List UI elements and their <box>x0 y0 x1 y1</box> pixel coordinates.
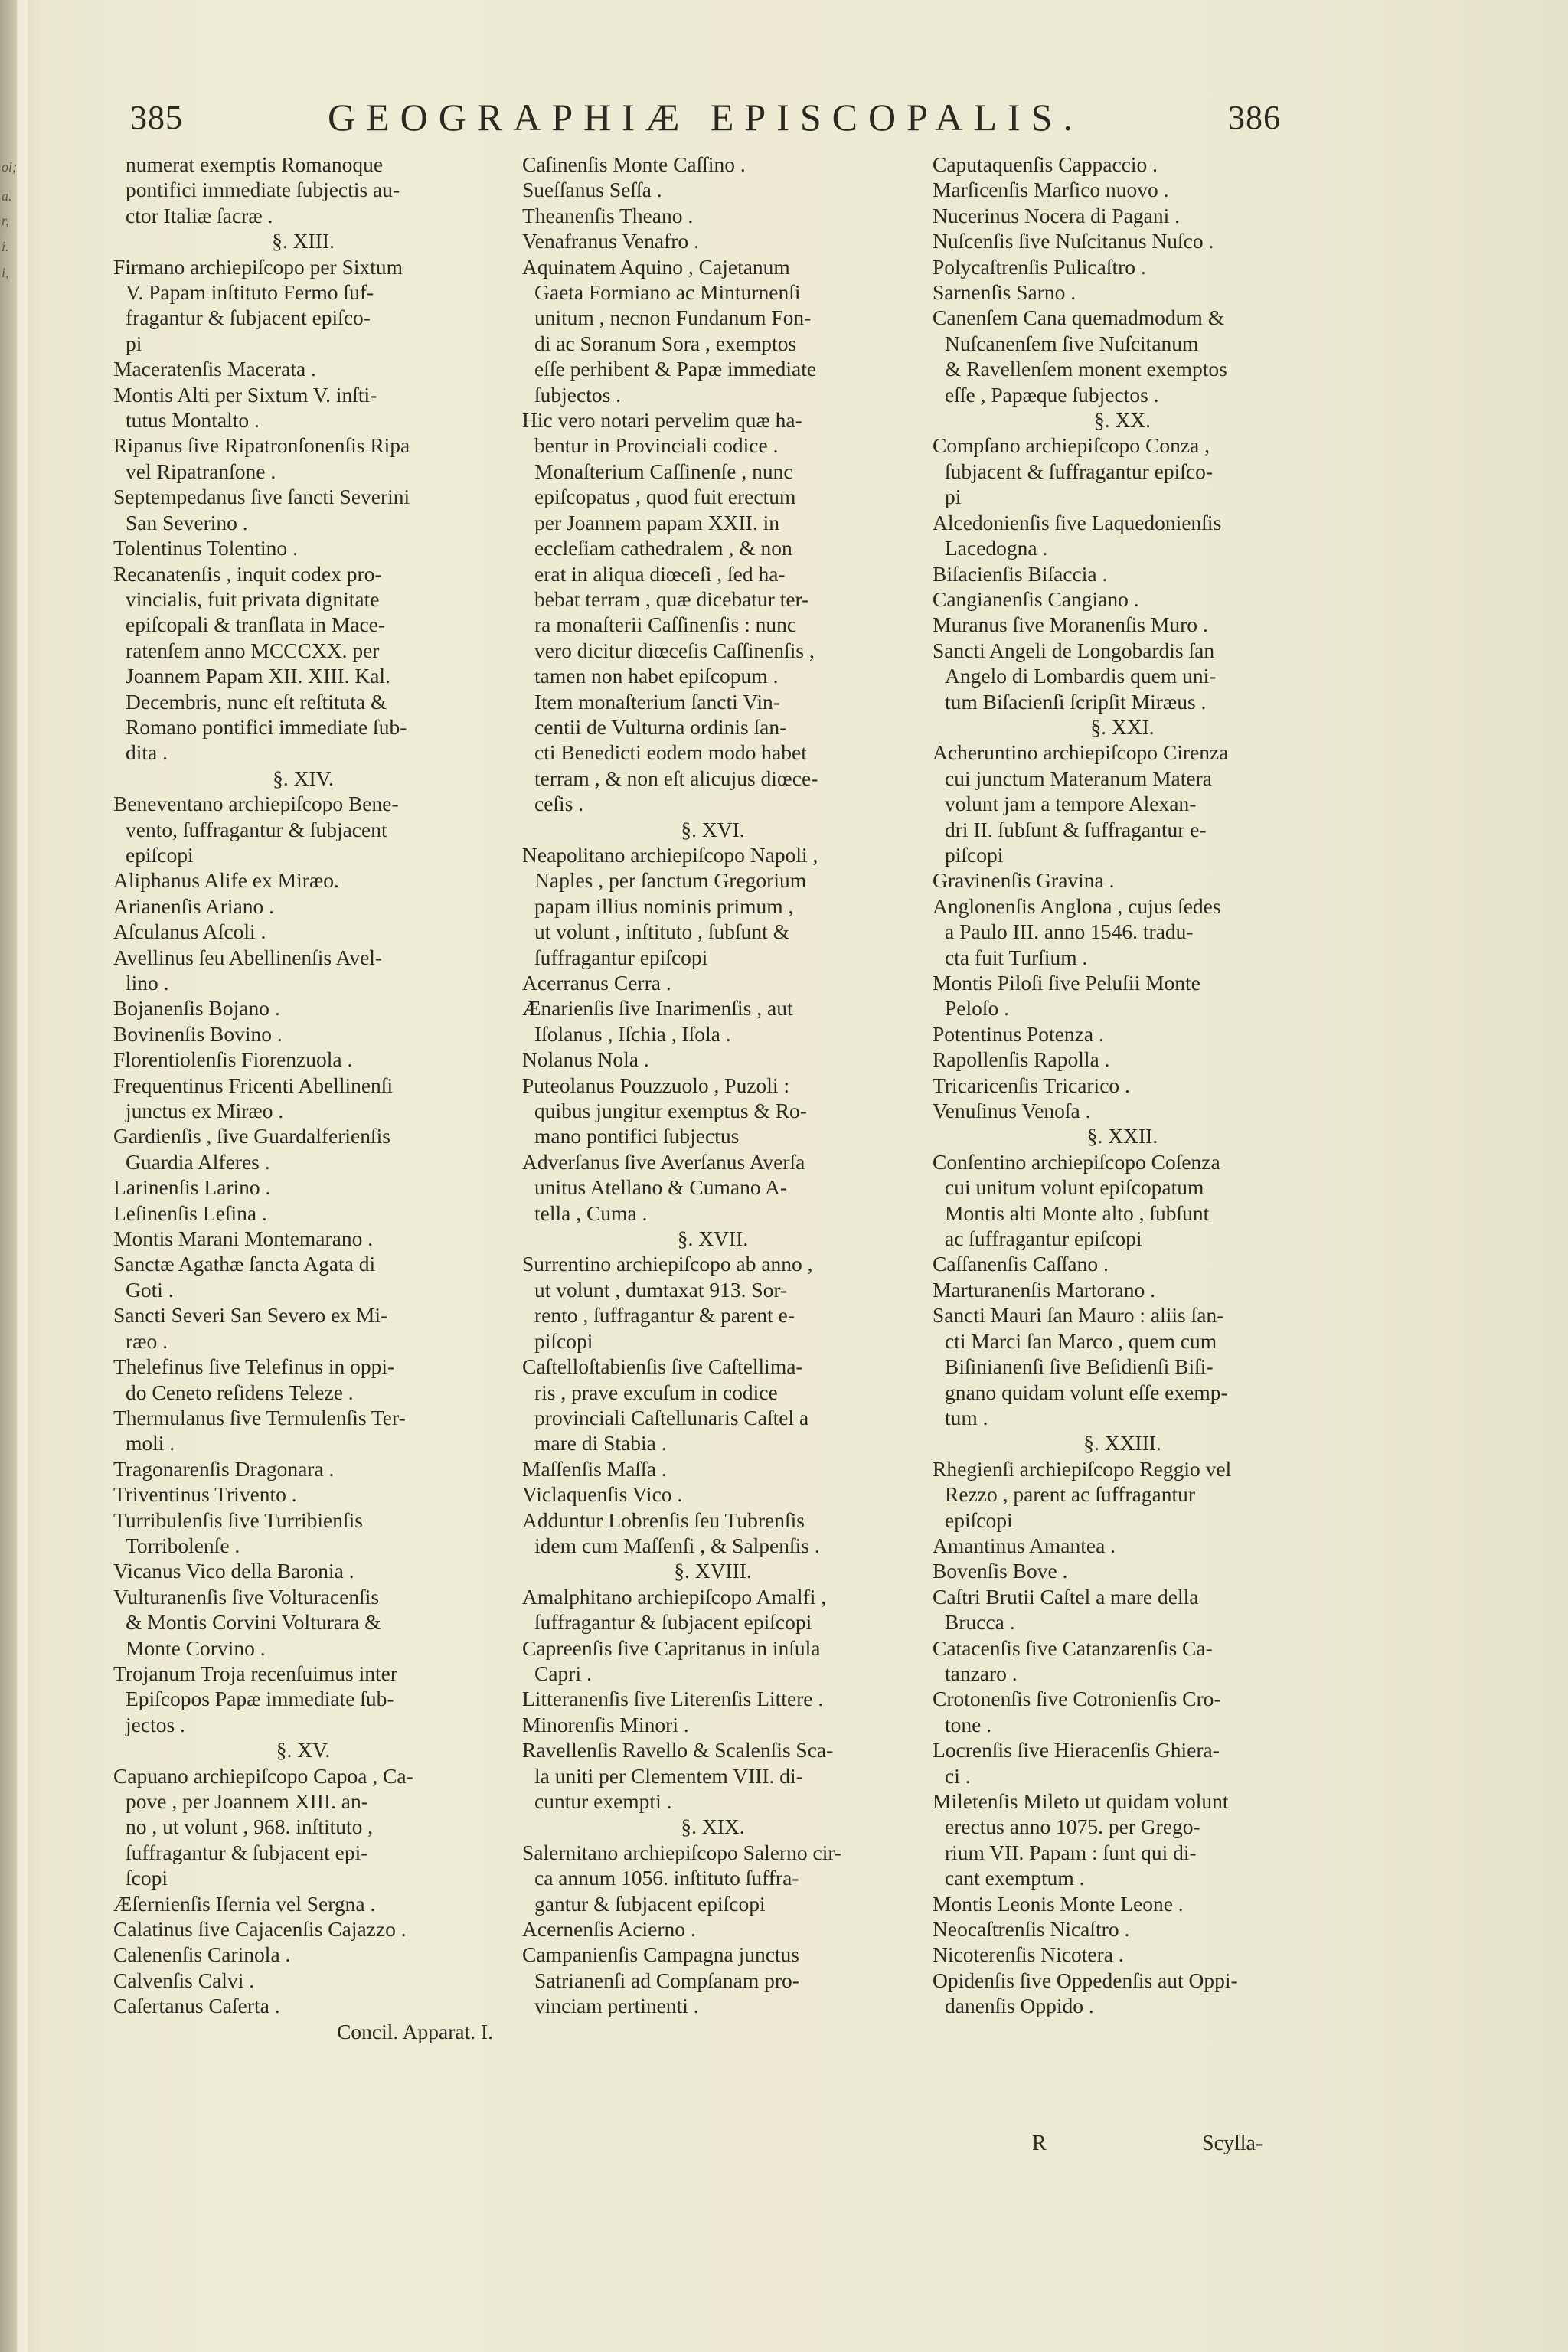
text-line: Montis alti Monte alto , ſubſunt <box>945 1200 1210 1225</box>
section-heading: §. XXI. <box>1090 714 1155 739</box>
text-line: Caſtelloſtabienſis ſive Caſtellima- <box>522 1354 803 1379</box>
text-line: Larinenſis Larino . <box>113 1175 271 1200</box>
text-line: Bovinenſis Bovino . <box>113 1021 283 1046</box>
text-line: Beneventano archiepiſcopo Bene- <box>113 792 399 816</box>
text-line: Satrianenſi ad Compſanam pro- <box>534 1968 799 1992</box>
text-line: dita . <box>126 740 168 765</box>
previous-page-edge <box>0 0 17 2352</box>
text-line: moli . <box>126 1431 175 1455</box>
text-line: Campanienſis Campagna junctus <box>522 1942 800 1967</box>
text-line: ſubjectos . <box>534 382 622 407</box>
text-line: a Paulo III. anno 1546. tradu- <box>945 920 1194 944</box>
section-heading: §. XVII. <box>677 1227 749 1251</box>
text-line: Alcedonienſis ſive Laquedonienſis <box>933 510 1222 534</box>
text-line: Leſinenſis Leſina . <box>113 1200 267 1225</box>
text-line: Amalphitano archiepiſcopo Amalfi , <box>522 1584 827 1609</box>
text-line: piſcopi <box>945 842 1004 867</box>
column-left <box>113 152 493 2044</box>
text-line: Acernenſis Acierno . <box>522 1917 696 1942</box>
text-line: ſuffragantur epiſcopi <box>534 945 708 969</box>
text-line: Goti . <box>126 1277 174 1302</box>
text-line: di ac Soranum Sora , exemptos <box>534 331 797 355</box>
text-line: Venafranus Venafro . <box>522 229 699 253</box>
catchword: Scylla- <box>1202 2132 1263 2155</box>
text-line: Angelo di Lombardis quem uni- <box>945 664 1217 688</box>
text-line: Gaeta Formiano ac Minturnenſi <box>534 280 801 305</box>
text-line: Tragonarenſis Dragonara . <box>113 1456 335 1481</box>
text-line: Ænarienſis ſive Inarimenſis , aut <box>522 996 793 1021</box>
text-line: cui junctum Materanum Matera <box>945 766 1212 790</box>
text-line: gantur & ſubjacent epiſcopi <box>534 1891 766 1916</box>
text-line: cui unitum volunt epiſcopatum <box>945 1175 1204 1200</box>
text-line: Biſacienſis Biſaccia . <box>933 561 1108 586</box>
text-line: Monte Corvino . <box>126 1635 266 1660</box>
margin-fragment: a. <box>2 188 12 204</box>
text-line: Florentiolenſis Fiorenzuola . <box>113 1047 353 1072</box>
text-line: Peloſo . <box>945 996 1010 1021</box>
text-line: unitus Atellano & Cumano A- <box>534 1175 787 1200</box>
text-line: eſſe , Papæque ſubjectos . <box>945 382 1159 407</box>
text-line: danenſis Oppido . <box>945 1994 1094 2018</box>
text-line: unitum , necnon Fundanum Fon- <box>534 305 812 330</box>
text-line: bebat terram , quæ dicebatur ter- <box>534 586 809 611</box>
text-line: Hic vero notari pervelim quæ ha- <box>522 408 802 433</box>
text-line: idem cum Maſſenſi , & Salpenſis . <box>534 1533 820 1557</box>
text-line: Potentinus Potenza . <box>933 1021 1104 1046</box>
text-line: Sanctæ Agathæ ſancta Agata di <box>113 1252 376 1276</box>
text-line: bentur in Provinciali codice . <box>534 433 779 458</box>
text-line: cant exemptum . <box>945 1866 1085 1890</box>
text-line: ſubjacent & ſuffragantur epiſco- <box>945 459 1213 483</box>
text-line: pove , per Joannem XIII. an- <box>126 1789 368 1813</box>
text-line: Calatinus ſive Cajacenſis Cajazzo . <box>113 1917 407 1942</box>
text-line: numerat exemptis Romanoque <box>126 152 384 176</box>
section-heading: §. XIV. <box>273 766 334 790</box>
text-line: Nicoterenſis Nicotera . <box>933 1942 1124 1967</box>
text-line: Caſinenſis Monte Caſſino . <box>522 152 746 176</box>
text-line: ratenſem anno MCCCXX. per <box>126 638 380 662</box>
text-line: Caſertanus Caſerta . <box>113 1994 280 2018</box>
text-line: Theanenſis Theano . <box>522 203 694 227</box>
text-line: Calenenſis Carinola . <box>113 1942 291 1967</box>
section-heading: §. XVIII. <box>674 1559 752 1583</box>
section-heading: §. XVI. <box>681 817 745 841</box>
text-line: ut volunt , inſtituto , ſubſunt & <box>534 920 790 944</box>
text-line: Romano pontifici immediate ſub- <box>126 714 407 739</box>
text-line: & Ravellenſem monent exemptos <box>945 357 1227 381</box>
text-line: Tolentinus Tolentino . <box>113 536 298 560</box>
text-line: do Ceneto reſidens Teleze . <box>126 1380 354 1404</box>
section-heading: §. XIX. <box>681 1815 745 1839</box>
text-line: Naples , per ſanctum Gregorium <box>534 868 807 893</box>
text-line: V. Papam inſtituto Fermo ſuf- <box>126 280 374 305</box>
text-line: Caſtri Brutii Caſtel a mare della <box>933 1584 1199 1609</box>
text-line: Torribolenſe . <box>126 1533 240 1557</box>
text-line: Montis Alti per Sixtum V. inſti- <box>113 382 377 407</box>
text-line: Acerranus Cerra . <box>522 971 671 995</box>
text-line: tum Biſacienſi ſcripſit Miræus . <box>945 689 1207 714</box>
text-line: ræo . <box>126 1328 168 1353</box>
text-line: Viclaquenſis Vico . <box>522 1482 683 1507</box>
text-line: Ripanus ſive Ripatronſonenſis Ripa <box>113 433 410 458</box>
text-line: Miletenſis Mileto ut quidam volunt <box>933 1789 1229 1813</box>
text-line: Sancti Angeli de Longobardis ſan <box>933 638 1215 662</box>
text-line: ris , prave excuſum in codice <box>534 1380 778 1404</box>
text-line: rium VII. Papam : ſunt qui di- <box>945 1840 1197 1864</box>
text-line: ſuffragantur & ſubjacent epiſcopi <box>534 1610 812 1635</box>
text-line: tanzaro . <box>945 1661 1018 1685</box>
text-line: Tricaricenſis Tricarico . <box>933 1073 1130 1097</box>
text-line: Minorenſis Minori . <box>522 1712 689 1736</box>
text-line: Litteranenſis ſive Literenſis Littere . <box>522 1687 824 1711</box>
text-line: Bovenſis Bove . <box>933 1559 1068 1583</box>
text-line: mano pontifici ſubjectus <box>534 1124 740 1148</box>
text-line: Puteolanus Pouzzuolo , Puzoli : <box>522 1073 790 1097</box>
column-middle <box>522 152 903 2019</box>
text-line: la uniti per Clementem VIII. di- <box>534 1763 803 1788</box>
text-line: Iſolanus , Iſchia , Iſola . <box>534 1021 731 1046</box>
text-line: gnano quidam volunt eſſe exemp- <box>945 1380 1228 1404</box>
page-number-right: 386 <box>1228 99 1281 136</box>
text-line: Nolanus Nola . <box>522 1047 649 1072</box>
text-line: vero dicitur diœceſis Caſſinenſis , <box>534 638 815 662</box>
text-line: Venuſinus Venoſa . <box>933 1099 1091 1123</box>
text-line: junctus ex Miræo . <box>126 1099 284 1123</box>
text-line: Capreenſis ſive Capritanus in inſula <box>522 1635 821 1660</box>
text-line: Maceratenſis Macerata . <box>113 357 316 381</box>
text-line: vento, ſuffragantur & ſubjacent <box>126 817 387 841</box>
text-line: Joannem Papam XII. XIII. Kal. <box>126 664 390 688</box>
margin-fragment: r, <box>2 213 9 228</box>
text-line: Thelefinus ſive Telefinus in oppi- <box>113 1354 395 1379</box>
text-line: epiſcopi <box>126 842 194 867</box>
text-line: Nuſcenſis ſive Nuſcitanus Nuſco . <box>933 229 1214 253</box>
page-gutter <box>17 0 28 2352</box>
text-line: Bojanenſis Bojano . <box>113 996 280 1021</box>
text-line: Montis Piloſi ſive Peluſii Monte <box>933 971 1200 995</box>
running-head: GEOGRAPHIÆ EPISCOPALIS. <box>328 96 1083 139</box>
text-line: Amantinus Amantea . <box>933 1533 1116 1557</box>
margin-fragment: i. <box>2 239 9 254</box>
text-line: Nucerinus Nocera di Pagani . <box>933 203 1181 227</box>
text-line: cta fuit Turſium . <box>945 945 1088 969</box>
text-line: tone . <box>945 1712 992 1736</box>
text-line: Marſicenſis Marſico nuovo . <box>933 178 1169 202</box>
text-line: epiſcopali & tranſlata in Mace- <box>126 612 386 637</box>
text-line: erat in aliqua diœceſi , ſed ha- <box>534 561 786 586</box>
text-line: Recanatenſis , inquit codex pro- <box>113 561 382 586</box>
text-line: Gardienſis , ſive Guardalferienſis <box>113 1124 390 1148</box>
text-line: Triventinus Trivento . <box>113 1482 297 1507</box>
text-line: cti Marci ſan Marco , quem cum <box>945 1328 1217 1353</box>
text-line: Rhegienſi archiepiſcopo Reggio vel <box>933 1456 1232 1481</box>
text-line: Gravinenſis Gravina . <box>933 868 1115 893</box>
text-line: Salernitano archiepiſcopo Salerno cir- <box>522 1840 842 1864</box>
text-line: San Severino . <box>126 510 248 534</box>
text-line: & Montis Corvini Volturara & <box>126 1610 381 1635</box>
text-line: Vicanus Vico della Baronia . <box>113 1559 354 1583</box>
column-right <box>933 152 1312 2019</box>
text-line: Nuſcanenſem ſive Nuſcitanum <box>945 331 1199 355</box>
text-line: rento , ſuffragantur & parent e- <box>534 1303 795 1328</box>
text-line: mare di Stabia . <box>534 1431 667 1455</box>
text-line: Caputaquenſis Cappaccio . <box>933 152 1158 176</box>
text-line: Monaſterium Caſſinenſe , nunc <box>534 459 793 483</box>
text-line: Opidenſis ſive Oppedenſis aut Oppi- <box>933 1968 1238 1992</box>
margin-fragment: oi; <box>2 159 17 175</box>
text-line: Aquinatem Aquino , Cajetanum <box>522 254 790 279</box>
text-line: Montis Leonis Monte Leone . <box>933 1891 1184 1916</box>
text-line: Rezzo , parent ac ſuffragantur <box>945 1482 1196 1507</box>
text-line: Maſſenſis Maſſa . <box>522 1456 667 1481</box>
text-line: Avellinus ſeu Abellinenſis Avel- <box>113 945 383 969</box>
text-line: tutus Montalto . <box>126 408 260 433</box>
text-line: dri II. ſubſunt & ſuffragantur e- <box>945 817 1207 841</box>
text-line: Firmano archiepiſcopo per Sixtum <box>113 254 403 279</box>
text-line: Sancti Severi San Severo ex Mi- <box>113 1303 388 1328</box>
text-line: epiſcopatus , quod fuit erectum <box>534 485 796 509</box>
text-line: lino . <box>126 971 169 995</box>
text-line: ſcopi <box>126 1866 168 1890</box>
text-line: ut volunt , dumtaxat 913. Sor- <box>534 1277 788 1302</box>
text-line: provinciali Caſtellunaris Caſtel a <box>534 1405 809 1429</box>
text-line: Adduntur Lobrenſis ſeu Tubrenſis <box>522 1508 805 1532</box>
text-line: Sueſſanus Seſſa . <box>522 178 662 202</box>
text-line: Montis Marani Montemarano . <box>113 1227 374 1251</box>
text-line: Aſculanus Aſcoli . <box>113 920 266 944</box>
text-line: Capri . <box>534 1661 592 1685</box>
section-heading: §. XX. <box>1093 408 1152 433</box>
text-line: Compſano archiepiſcopo Conza , <box>933 433 1210 458</box>
text-line: pontifici immediate ſubjectis au- <box>126 178 400 202</box>
text-line: Epiſcopos Papæ immediate ſub- <box>126 1687 394 1711</box>
section-heading: §. XV. <box>276 1738 331 1762</box>
text-line: eccleſiam cathedralem , & non <box>534 536 792 560</box>
section-heading: §. XXIII. <box>1083 1431 1161 1455</box>
text-line: Guardia Alferes . <box>126 1149 270 1174</box>
text-line: piſcopi <box>534 1328 593 1353</box>
text-line: vel Ripatranſone . <box>126 459 276 483</box>
text-line: Trojanum Troja recenſuimus inter <box>113 1661 397 1685</box>
text-line: Anglonenſis Anglona , cujus ſedes <box>933 893 1221 918</box>
text-line: Ravellenſis Ravello & Scalenſis Sca- <box>522 1738 834 1762</box>
text-line: ca annum 1056. inſtituto ſuffra- <box>534 1866 799 1890</box>
text-line: Sarnenſis Sarno . <box>933 280 1076 305</box>
text-line: Polycaſtrenſis Pulicaſtro . <box>933 254 1146 279</box>
text-line: ſuffragantur & ſubjacent epi- <box>126 1840 368 1864</box>
text-line: volunt jam a tempore Alexan- <box>945 792 1197 816</box>
signature-line: Concil. Apparat. I. <box>337 2019 493 2043</box>
text-line: Calvenſis Calvi . <box>113 1968 255 1992</box>
text-line: per Joannem papam XXII. in <box>534 510 779 534</box>
text-line: epiſcopi <box>945 1508 1013 1532</box>
text-line: Caſſanenſis Caſſano . <box>933 1252 1109 1276</box>
text-line: Vulturanenſis ſive Volturacenſis <box>113 1584 380 1609</box>
text-line: Acheruntino archiepiſcopo Cirenza <box>933 740 1229 765</box>
text-line: tum . <box>945 1405 988 1429</box>
text-line: Conſentino archiepiſcopo Coſenza <box>933 1149 1220 1174</box>
text-line: Biſinianenſi ſive Beſidienſi Biſi- <box>945 1354 1214 1379</box>
text-line: Brucca . <box>945 1610 1015 1635</box>
text-line: Septempedanus ſive ſancti Severini <box>113 485 410 509</box>
margin-fragment: i, <box>2 265 9 280</box>
signature-mark: R <box>1032 2132 1047 2155</box>
text-line: Æſernienſis Iſernia vel Sergna . <box>113 1891 376 1916</box>
text-line: jectos . <box>126 1712 185 1736</box>
text-line: Crotonenſis ſive Cotronienſis Cro- <box>933 1687 1221 1711</box>
text-line: Sancti Mauri ſan Mauro : aliis ſan- <box>933 1303 1224 1328</box>
text-line: Capuano archiepiſcopo Capoa , Ca- <box>113 1763 413 1788</box>
text-line: Catacenſis ſive Catanzarenſis Ca- <box>933 1635 1213 1660</box>
text-line: fragantur & ſubjacent epiſco- <box>126 305 371 330</box>
text-line: pi <box>126 331 142 355</box>
text-line: quibus jungitur exemptus & Ro- <box>534 1099 807 1123</box>
text-line: Muranus ſive Moranenſis Muro . <box>933 612 1208 637</box>
section-heading: §. XXII. <box>1086 1124 1158 1148</box>
text-line: ctor Italiæ ſacræ . <box>126 203 273 227</box>
text-line: Turribulenſis ſive Turribienſis <box>113 1508 363 1532</box>
text-line: vinciam pertinenti . <box>534 1994 699 2018</box>
text-line: Arianenſis Ariano . <box>113 893 275 918</box>
text-line: Surrentino archiepiſcopo ab anno , <box>522 1252 813 1276</box>
text-line: vincialis, fuit privata dignitate <box>126 586 380 611</box>
text-line: Canenſem Cana quemadmodum & <box>933 305 1225 330</box>
text-line: cti Benedicti eodem modo habet <box>534 740 807 765</box>
text-line: Cangianenſis Cangiano . <box>933 586 1139 611</box>
text-line: ci . <box>945 1763 971 1788</box>
text-line: cuntur exempti . <box>534 1789 672 1813</box>
text-line: Lacedogna . <box>945 536 1048 560</box>
text-line: ac ſuffragantur epiſcopi <box>945 1227 1142 1251</box>
text-line: Decembris, nunc eſt reſtituta & <box>126 689 387 714</box>
text-line: ceſis . <box>534 792 584 816</box>
text-line: centii de Vulturna ordinis ſan- <box>534 714 787 739</box>
text-line: Rapollenſis Rapolla . <box>933 1047 1110 1072</box>
text-line: Frequentinus Fricenti Abellinenſi <box>113 1073 394 1097</box>
text-line: Locrenſis ſive Hieracenſis Ghiera- <box>933 1738 1220 1762</box>
page-number-left: 385 <box>130 99 183 136</box>
text-line: pi <box>945 485 962 509</box>
text-line: tella , Cuma . <box>534 1200 648 1225</box>
text-line: eſſe perhibent & Papæ immediate <box>534 357 817 381</box>
text-line: papam illius nominis primum , <box>534 893 794 918</box>
section-heading: §. XIII. <box>272 229 335 253</box>
text-line: Thermulanus ſive Termulenſis Ter- <box>113 1405 406 1429</box>
text-line: Neapolitano archiepiſcopo Napoli , <box>522 842 818 867</box>
text-line: no , ut volunt , 968. inſtituto , <box>126 1815 374 1839</box>
text-line: Aliphanus Alife ex Miræo. <box>113 868 339 893</box>
text-line: terram , & non eſt alicujus diœce- <box>534 766 818 790</box>
text-line: Item monaſterium ſancti Vin- <box>534 689 780 714</box>
text-line: Adverſanus ſive Averſanus Averſa <box>522 1149 805 1174</box>
text-line: Neocaſtrenſis Nicaſtro . <box>933 1917 1130 1942</box>
text-line: Marturanenſis Martorano . <box>933 1277 1155 1302</box>
text-line: ra monaſterii Caſſinenſis : nunc <box>534 612 797 637</box>
text-line: erectus anno 1075. per Grego- <box>945 1815 1200 1839</box>
text-line: tamen non habet epiſcopum . <box>534 664 779 688</box>
